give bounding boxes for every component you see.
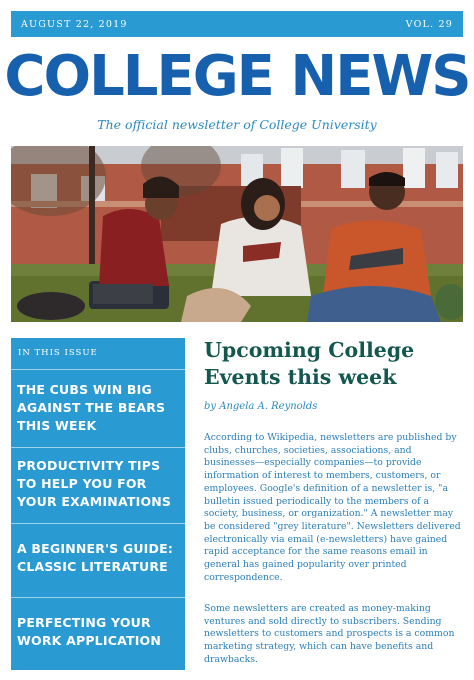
top-info-bar <box>11 11 463 37</box>
students-photo <box>11 146 463 322</box>
newsletter-title: COLLEGE NEWS <box>4 43 470 109</box>
sidebar-item-work-application[interactable]: PERFECTING YOUR WORK APPLICATION <box>17 615 162 648</box>
students-studying-outdoors-photo <box>11 146 463 322</box>
article-byline: by Angela A. Reynolds <box>204 401 318 412</box>
issue-date: AUGUST 22, 2019 <box>21 18 128 30</box>
sidebar-heading: IN THIS ISSUE <box>18 348 98 358</box>
volume-number: VOL. 29 <box>405 18 453 30</box>
sidebar-divider <box>11 597 185 598</box>
newsletter-tagline: The official newsletter of College University <box>97 117 377 132</box>
article-paragraph: Some newsletters are created as money-making ventures and sold directly to subscribers. Sending newsletters to customers and prospects is a common marketing strategy, which can have benefits and drawbacks. <box>204 603 455 665</box>
sidebar-divider <box>11 369 185 370</box>
sidebar-item-classic-literature[interactable]: A BEGINNER'S GUIDE: CLASSIC LITERATURE <box>17 541 174 574</box>
article-title: Upcoming College Events this week <box>204 338 415 389</box>
sidebar-divider <box>11 447 185 448</box>
sidebar-item-productivity-tips[interactable]: PRODUCTIVITY TIPS TO HELP YOU FOR YOUR EXAMINATIONS <box>17 458 172 509</box>
sidebar-divider <box>11 523 185 524</box>
article-paragraph: According to Wikipedia, newsletters are published by clubs, churches, societies, associations, and businesses—especially companies—to provide information of interest to members, customers, or employees. Google's definition of a newsletter is, "a bulletin issued periodically to the members of a society, business, or organization." A newsletter may be considered "grey literature". Newsletters delivered electronically via email (e-newsletters) have gained rapid acceptance for the same reasons email in general has gained popularity over printed correspondence. <box>204 432 461 583</box>
sidebar-item-cubs-win[interactable]: THE CUBS WIN BIG AGAINST THE BEARS THIS WEEK <box>17 382 166 433</box>
in-this-issue-sidebar <box>11 338 185 670</box>
